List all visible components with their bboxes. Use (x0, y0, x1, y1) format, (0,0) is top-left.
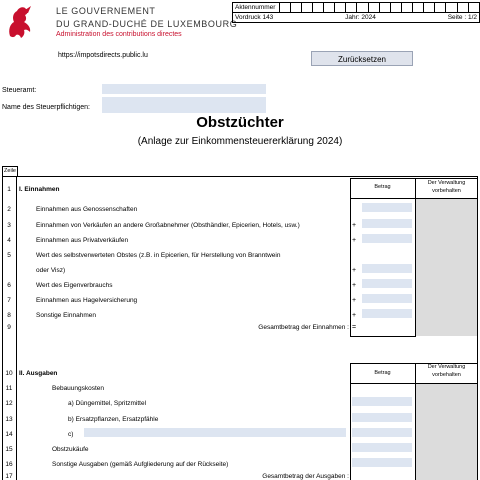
amount-input[interactable] (352, 443, 412, 452)
taxpayer-name-field[interactable] (102, 102, 266, 113)
row-number: 9 (7, 324, 11, 331)
page-title: Obstzüchter (196, 114, 284, 131)
row-number: 6 (7, 282, 11, 289)
amount-input[interactable] (352, 458, 412, 467)
amount-input[interactable] (362, 264, 412, 273)
row-label: Wert des Eigenverbrauchs (36, 282, 113, 289)
row-number: 13 (5, 416, 13, 423)
verwaltung-header-1a: Der Verwaltung (427, 180, 466, 186)
row-label: Sonstige Ausgaben (gemäß Aufgliederung auf der Rückseite) (52, 461, 229, 468)
luxembourg-lion-logo (4, 4, 34, 40)
admin-reserved-area-2 (416, 384, 477, 480)
aktennummer-field[interactable] (379, 3, 390, 13)
row-label: Bebauungskosten (52, 385, 105, 392)
row-label: Einnahmen aus Privatverkäufen (36, 237, 129, 244)
administration-name: Administration des contributions directes (56, 31, 182, 38)
government-title-line1: LE GOUVERNEMENT (56, 6, 156, 16)
aktennummer-field[interactable] (324, 3, 335, 13)
plus-sign: + (352, 222, 357, 229)
verwaltung-header-2b: vorbehalten (432, 372, 461, 378)
other-description-input[interactable] (84, 428, 346, 437)
plus-sign: + (352, 297, 357, 304)
plus-sign: + (352, 282, 357, 289)
aktennummer-field[interactable] (413, 3, 424, 13)
row-number: 2 (7, 206, 11, 213)
total-expenses-label: Gesamtbetrag der Ausgaben : (262, 473, 349, 480)
row-label: c) (68, 431, 74, 438)
row-number: 11 (5, 385, 13, 392)
row-number: 4 (7, 237, 11, 244)
aktennummer-field[interactable] (446, 3, 457, 13)
section-ausgaben-title: II. Ausgaben (19, 370, 58, 377)
taxpayer-name-label: Name des Steuerpflichtigen: (2, 104, 90, 111)
amount-input[interactable] (352, 413, 412, 422)
row-number: 10 (5, 370, 13, 377)
form-year: Jahr: 2024 (345, 14, 376, 21)
form-header-box (232, 2, 480, 23)
row-number: 16 (5, 461, 13, 468)
row-number: 12 (5, 400, 13, 407)
betrag-header-2: Betrag (374, 370, 391, 376)
row-label: Wert des selbstverwerteten Obstes (z.B. in Epicerien, für Herstellung von Branntwein (36, 252, 281, 259)
row-label: Einnahmen aus Genossenschaften (36, 206, 138, 213)
page-subtitle: (Anlage zur Einkommensteuererklärung 2024) (137, 136, 343, 147)
aktennummer-field[interactable] (312, 3, 323, 13)
zeile-column-header: Zeile (2, 166, 18, 177)
aktennummer-field[interactable] (290, 3, 301, 13)
row-number: 8 (7, 312, 11, 319)
website-url[interactable]: https://impotsdirects.public.lu (58, 52, 148, 59)
total-income-label: Gesamtbetrag der Einnahmen : (258, 324, 349, 331)
aktennummer-field[interactable] (390, 3, 401, 13)
aktennummer-label: Aktennummer (233, 3, 280, 13)
amount-input[interactable] (362, 203, 412, 212)
aktennummer-field[interactable] (424, 3, 435, 13)
verwaltung-header-1b: vorbehalten (432, 188, 461, 194)
steueramt-field[interactable] (102, 84, 266, 94)
amount-input[interactable] (352, 397, 412, 406)
row-number: 1 (7, 186, 11, 193)
aktennummer-field[interactable] (435, 3, 446, 13)
reset-button[interactable]: Zurücksetzen (311, 51, 413, 66)
plus-sign: + (352, 237, 357, 244)
steueramt-label: Steueramt: (2, 87, 37, 94)
row-label: b) Ersatzpflanzen, Ersatzpfähle (68, 416, 159, 423)
page-number: Seite : 1/2 (447, 14, 477, 21)
aktennummer-field[interactable] (468, 3, 479, 13)
aktennummer-field[interactable] (346, 3, 357, 13)
aktennummer-field[interactable] (457, 3, 468, 13)
amount-input[interactable] (362, 309, 412, 318)
amount-input[interactable] (362, 219, 412, 228)
aktennummer-field[interactable] (279, 3, 290, 13)
aktennummer-field[interactable] (357, 3, 368, 13)
row-label: Sonstige Einnahmen (36, 312, 96, 319)
row-label: Obstzukäufe (52, 446, 89, 453)
vordruck-number: Vordruck 143 (235, 14, 274, 21)
aktennummer-field[interactable] (401, 3, 412, 13)
row-label: oder Visz) (36, 267, 66, 274)
amount-input[interactable] (352, 428, 412, 437)
plus-sign: + (352, 267, 357, 274)
verwaltung-header-2a: Der Verwaltung (427, 364, 466, 370)
row-label: Einnahmen aus Hagelversicherung (36, 297, 138, 304)
row-label: Einnahmen von Verkäufen an andere Großabnehmer (Obsthändler, Epicerien, Hotels, usw.) (36, 222, 300, 229)
amount-input[interactable] (362, 234, 412, 243)
aktennummer-field[interactable] (301, 3, 312, 13)
aktennummer-field[interactable] (368, 3, 379, 13)
government-title-line2: DU GRAND-DUCHÉ DE LUXEMBOURG (56, 19, 238, 29)
row-number: 5 (7, 252, 11, 259)
betrag-header-1: Betrag (374, 184, 391, 190)
amount-input[interactable] (362, 279, 412, 288)
admin-reserved-area-1 (416, 199, 477, 336)
equals-sign: = (352, 324, 357, 331)
plus-sign: + (352, 312, 357, 319)
aktennummer-field[interactable] (335, 3, 346, 13)
amount-input[interactable] (362, 294, 412, 303)
row-number: 17 (5, 473, 13, 480)
row-number: 15 (5, 446, 13, 453)
row-number: 3 (7, 222, 11, 229)
section-einnahmen-title: I. Einnahmen (19, 186, 60, 193)
row-number: 7 (7, 297, 11, 304)
row-label: a) Düngemittel, Spritzmittel (68, 400, 147, 407)
row-number: 14 (5, 431, 13, 438)
